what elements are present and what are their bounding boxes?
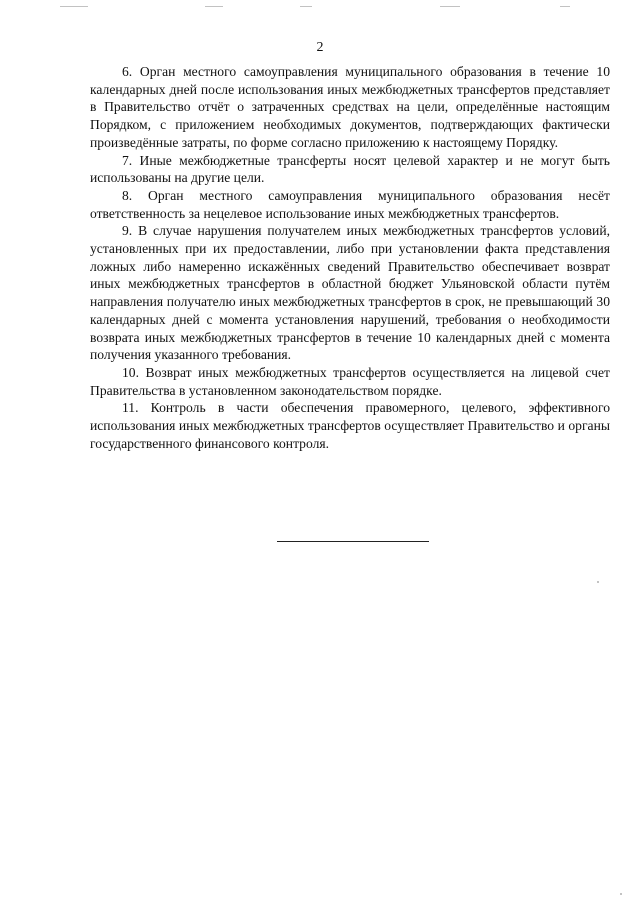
scan-speck [620,893,622,895]
paragraph-10: 10. Возврат иных межбюджетных трансфертов осуществляется на лицевой счет Правительства в установленном законодательством порядке. [90,364,610,398]
page-number: 2 [316,40,324,55]
paragraph-9: 9. В случае нарушения получателем иных межбюджетных трансфертов условий, установленных при их предоставлении, либо при установлении факта представления ложных либо намеренно искажённых сведений Правительство обеспечивает возврат иных межбюджетных трансфертов в областной бюджет Ульяновской области путём направления получателю иных межбюджетных трансфертов в срок, не превышающий 30 календарных дней с момента установления нарушений, требования о необходимости возврата иных межбюджетных трансфертов в течение 10 календарных дней с момента получения указанного требования. [90,223,610,363]
end-separator-line [277,541,429,542]
paragraph-8: 8. Орган местного самоуправления муниципального образования несёт ответственность за нецелевое использование иных межбюджетных трансфертов. [90,187,610,221]
scan-artifact [60,6,88,7]
scan-artifact [300,6,312,7]
scan-artifact [440,6,460,7]
scan-speck [597,581,599,583]
document-body [90,63,610,452]
paragraph-6: 6. Орган местного самоуправления муниципального образования в течение 10 календарных дней после использования иных межбюджетных трансфертов представляет в Правительство отчёт о затраченных средствах на цели, определённые настоящим Порядком, с приложением необходимых документов, подтверждающих фактически произведённые затраты, по форме согласно приложению к настоящему Порядку. [90,64,610,150]
paragraph-11: 11. Контроль в части обеспечения правомерного, целевого, эффективного использования иных межбюджетных трансфертов осуществляет Правительство и органы государственного финансового контроля. [90,400,610,451]
scan-artifact [205,6,223,7]
scan-artifact [560,6,570,7]
paragraph-7: 7. Иные межбюджетные трансферты носят целевой характер и не могут быть использованы на другие цели. [90,152,610,186]
